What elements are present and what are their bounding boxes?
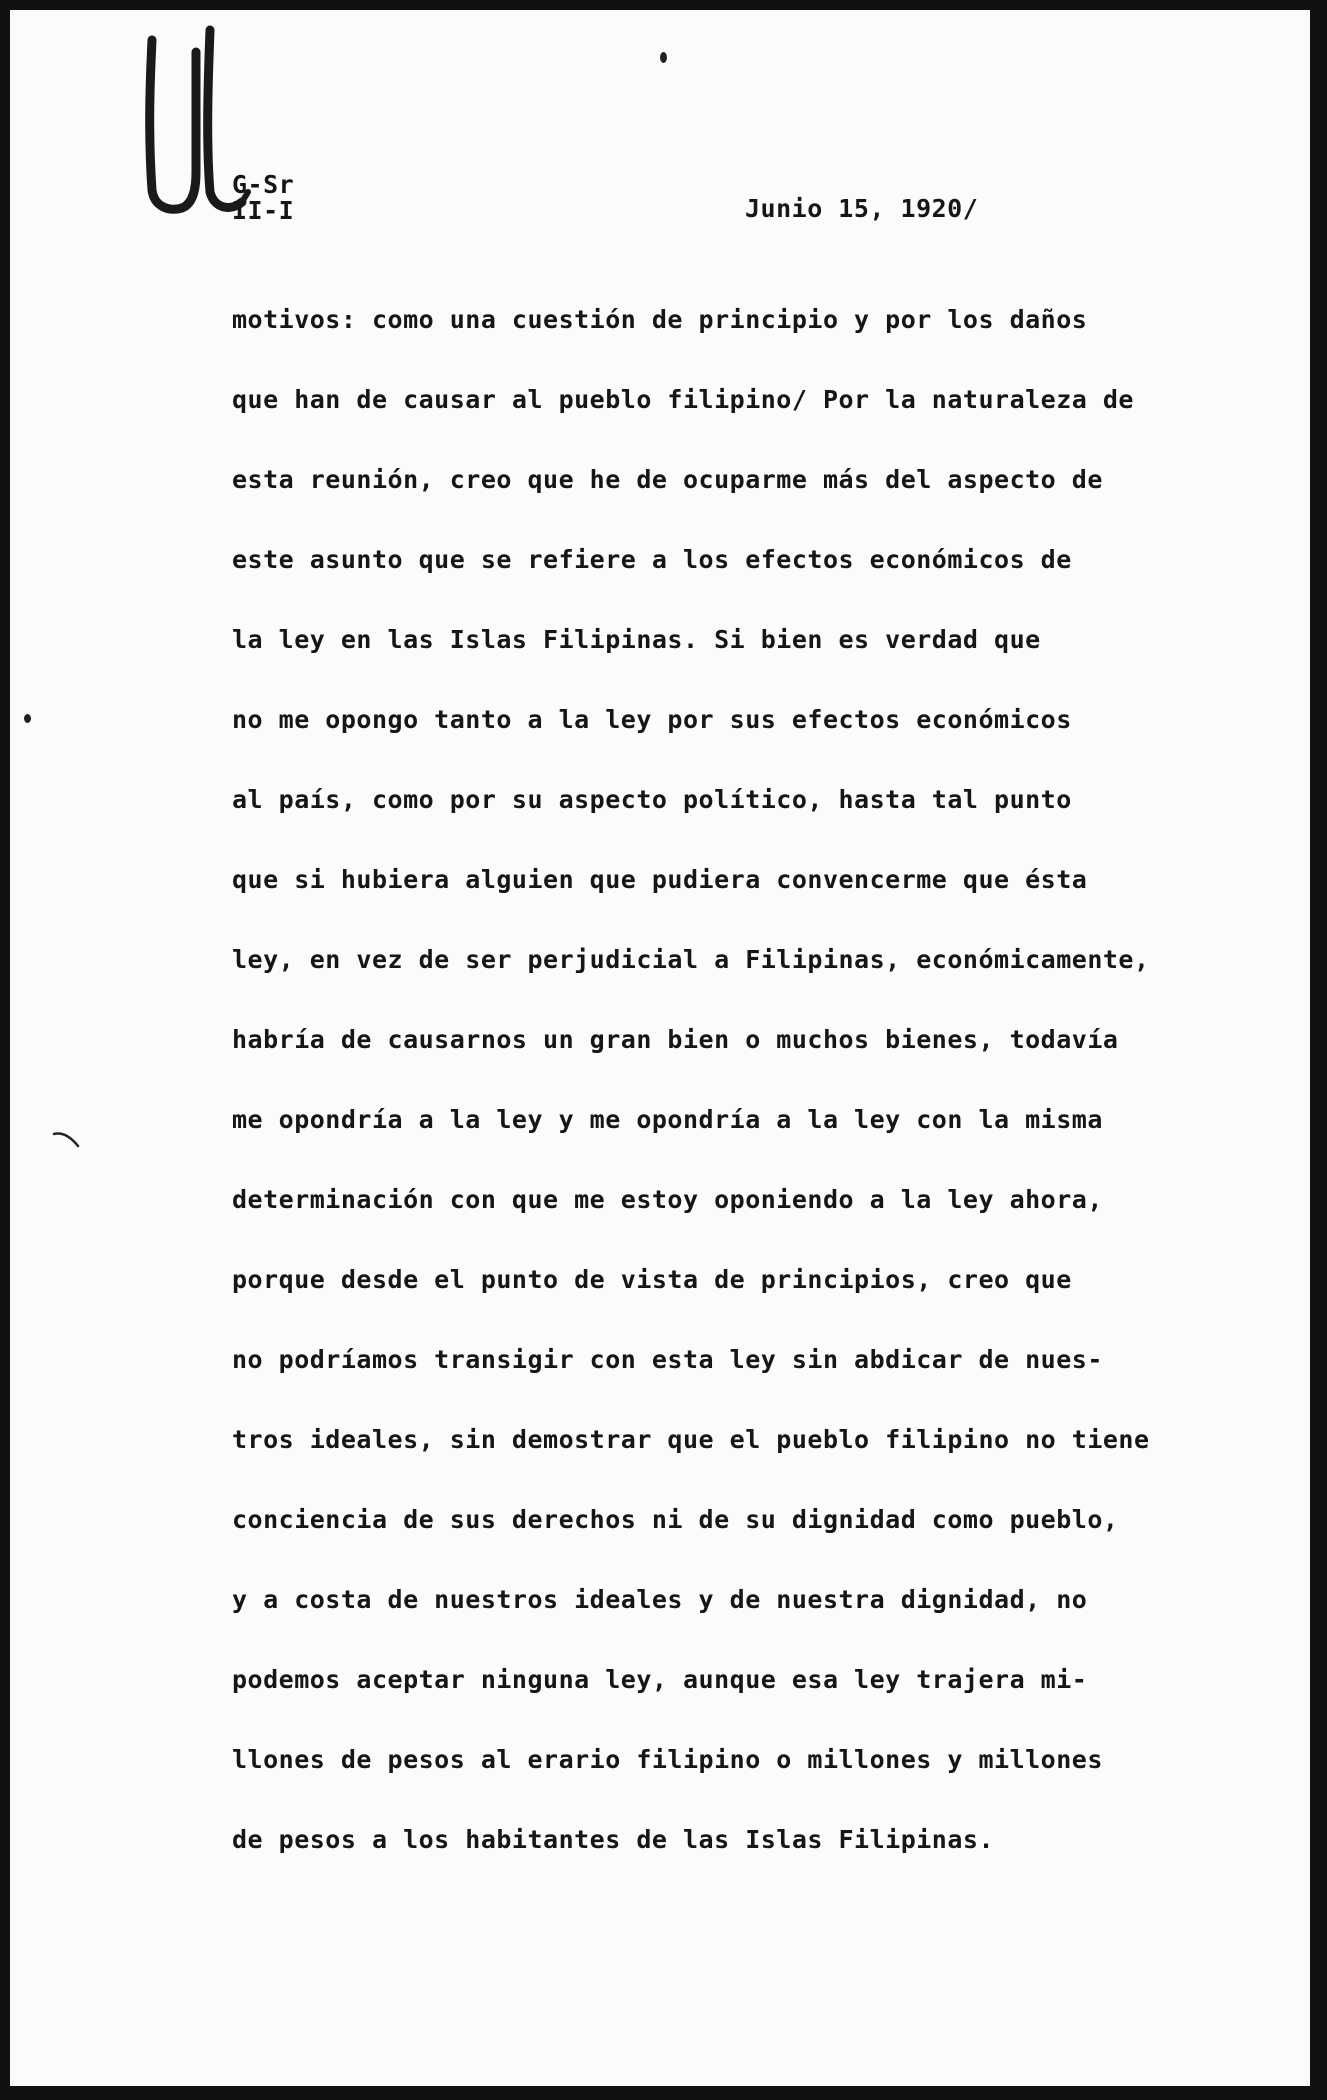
text-line: tros ideales, sin demostrar que el pueblo filipino no tiene bbox=[232, 1425, 1150, 1454]
text-line: la ley en las Islas Filipinas. Si bien es verdad que bbox=[232, 625, 1041, 654]
ink-speck bbox=[660, 52, 667, 63]
code-line-1: G-Sr bbox=[232, 170, 295, 199]
text-line: motivos: como una cuestión de principio y por los daños bbox=[232, 305, 1088, 334]
text-line: este asunto que se refiere a los efectos económicos de bbox=[232, 545, 1072, 574]
text-line: al país, como por su aspecto político, hasta tal punto bbox=[232, 785, 1072, 814]
margin-mark bbox=[52, 1130, 82, 1152]
text-line: esta reunión, creo que he de ocuparme más del aspecto de bbox=[232, 465, 1103, 494]
text-line: de pesos a los habitantes de las Islas Filipinas. bbox=[232, 1825, 995, 1854]
text-line: que si hubiera alguien que pudiera convencerme que ésta bbox=[232, 865, 1088, 894]
text-line: podemos aceptar ninguna ley, aunque esa ley trajera mi- bbox=[232, 1665, 1088, 1694]
text-line: no podríamos transigir con esta ley sin abdicar de nues- bbox=[232, 1345, 1103, 1374]
body-text bbox=[232, 300, 1242, 1900]
text-line: conciencia de sus derechos ni de su dignidad como pueblo, bbox=[232, 1505, 1119, 1534]
text-line: llones de pesos al erario filipino o millones y millones bbox=[232, 1745, 1103, 1774]
text-line: me opondría a la ley y me opondría a la ley con la misma bbox=[232, 1105, 1103, 1134]
text-line: que han de causar al pueblo filipino/ Por la naturaleza de bbox=[232, 385, 1134, 414]
document-page bbox=[10, 10, 1310, 2086]
text-line: no me opongo tanto a la ley por sus efectos económicos bbox=[232, 705, 1072, 734]
ink-speck bbox=[24, 714, 31, 723]
document-code bbox=[232, 172, 294, 224]
text-line: ley, en vez de ser perjudicial a Filipinas, económicamente, bbox=[232, 945, 1150, 974]
text-line: determinación con que me estoy oponiendo a la ley ahora, bbox=[232, 1185, 1103, 1214]
text-line: y a costa de nuestros ideales y de nuestra dignidad, no bbox=[232, 1585, 1088, 1614]
document-date: Junio 15, 1920/ bbox=[745, 194, 979, 223]
text-line: habría de causarnos un gran bien o muchos bienes, todavía bbox=[232, 1025, 1119, 1054]
code-line-2: II-I bbox=[232, 196, 295, 225]
text-line: porque desde el punto de vista de principios, creo que bbox=[232, 1265, 1072, 1294]
